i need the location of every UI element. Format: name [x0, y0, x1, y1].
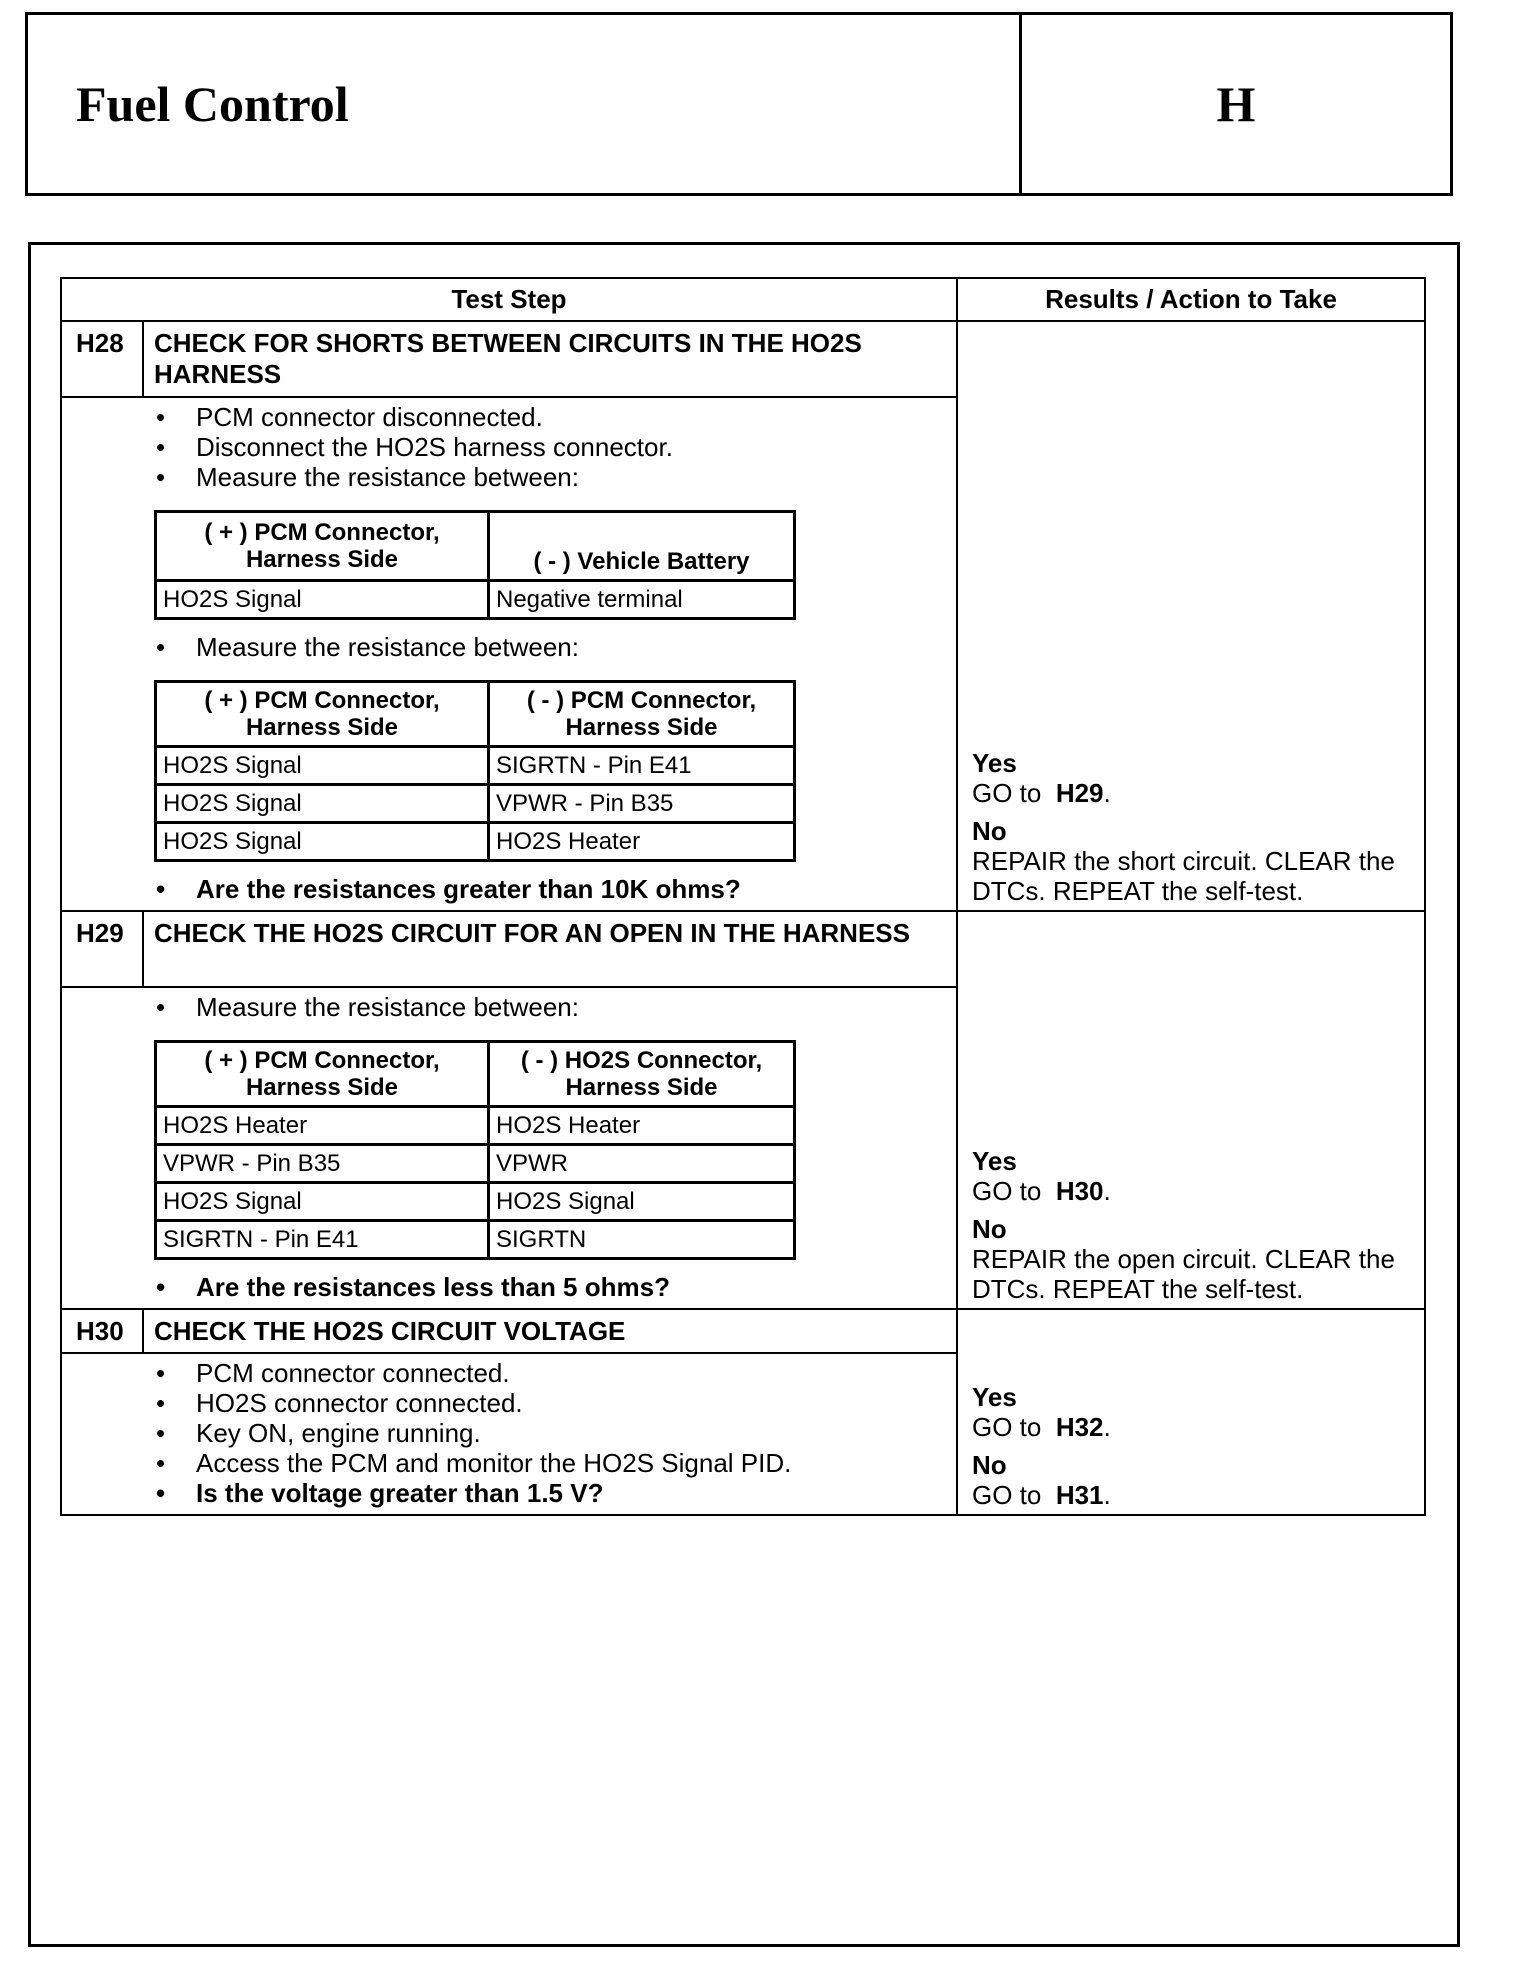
- step-title: CHECK FOR SHORTS BETWEEN CIRCUITS IN THE HO2S HARNESS: [154, 328, 862, 389]
- section-code: H: [1216, 76, 1256, 132]
- list-item: • Measure the resistance between:: [156, 632, 579, 662]
- table-header-cell: ( - ) Vehicle Battery: [489, 512, 795, 581]
- no-label: No: [972, 1214, 1007, 1244]
- step-results: [958, 322, 1424, 910]
- step-results: [958, 912, 1424, 1308]
- no-label: No: [972, 816, 1007, 846]
- list-item: • Disconnect the HO2S harness connector.: [156, 432, 673, 462]
- table-header-cell: ( - ) HO2S Connector, Harness Side: [489, 1042, 795, 1107]
- list-item: • Key ON, engine running.: [156, 1418, 481, 1448]
- table-row: SIGRTN - Pin E41 SIGRTN: [156, 1221, 795, 1259]
- no-action: GO to H31.: [972, 1480, 1111, 1510]
- table-row: HO2S Signal HO2S Signal: [156, 1183, 795, 1221]
- list-item: • Measure the resistance between:: [156, 992, 579, 1022]
- yes-action: GO to H29.: [972, 778, 1111, 808]
- yes-label: Yes: [972, 1382, 1017, 1412]
- table-row: HO2S Signal SIGRTN - Pin E41: [156, 747, 795, 785]
- step-question: • Is the voltage greater than 1.5 V?: [156, 1478, 604, 1508]
- yes-action: GO to H32.: [972, 1412, 1111, 1442]
- page-title: Fuel Control: [28, 15, 1022, 193]
- step-id: H29: [62, 912, 144, 986]
- table-header-cell: ( + ) PCM Connector, Harness Side: [156, 682, 489, 747]
- table-row: VPWR - Pin B35 VPWR: [156, 1145, 795, 1183]
- step-h30: [62, 1310, 1424, 1514]
- step-question: • Are the resistances greater than 10K ohms?: [156, 874, 741, 904]
- step-h29: [62, 912, 1424, 1310]
- table-row: HO2S Heater HO2S Heater: [156, 1107, 795, 1145]
- step-h28: [62, 322, 1424, 912]
- list-item: • PCM connector connected.: [156, 1358, 510, 1388]
- table-row: HO2S Signal Negative terminal: [156, 581, 795, 619]
- step-id: H28: [62, 322, 144, 396]
- table-row: HO2S Signal VPWR - Pin B35: [156, 785, 795, 823]
- page-header: [25, 12, 1453, 196]
- column-header-test-step: Test Step: [62, 279, 958, 320]
- step-title: CHECK THE HO2S CIRCUIT FOR AN OPEN IN THE HARNESS: [154, 918, 910, 948]
- no-action: REPAIR the short circuit. CLEAR the DTCs. REPEAT the self-test.: [972, 846, 1395, 906]
- list-item: • HO2S connector connected.: [156, 1388, 523, 1418]
- step-title: CHECK THE HO2S CIRCUIT VOLTAGE: [154, 1316, 626, 1346]
- column-header-results: Results / Action to Take: [1045, 284, 1337, 314]
- test-step-table: [60, 277, 1426, 1516]
- list-item: • Access the PCM and monitor the HO2S Signal PID.: [156, 1448, 792, 1478]
- step-results: [958, 1310, 1424, 1514]
- yes-label: Yes: [972, 1146, 1017, 1176]
- no-action: REPAIR the open circuit. CLEAR the DTCs. REPEAT the self-test.: [972, 1244, 1395, 1304]
- measurement-table: [154, 1040, 796, 1260]
- list-item: • PCM connector disconnected.: [156, 402, 543, 432]
- step-instructions: [62, 398, 956, 910]
- table-header-cell: ( - ) PCM Connector, Harness Side: [489, 682, 795, 747]
- yes-label: Yes: [972, 748, 1017, 778]
- step-question: • Are the resistances less than 5 ohms?: [156, 1272, 670, 1302]
- step-id: H30: [62, 1310, 144, 1352]
- step-instructions: [62, 988, 956, 1308]
- yes-action: GO to H30.: [972, 1176, 1111, 1206]
- measurement-table: [154, 510, 796, 620]
- no-label: No: [972, 1450, 1007, 1480]
- step-instructions: [62, 1354, 956, 1514]
- table-header-cell: ( + ) PCM Connector, Harness Side: [156, 512, 489, 581]
- table-header-row: [62, 279, 1424, 322]
- table-header-cell: ( + ) PCM Connector, Harness Side: [156, 1042, 489, 1107]
- measurement-table: [154, 680, 796, 862]
- table-row: HO2S Signal HO2S Heater: [156, 823, 795, 861]
- list-item: • Measure the resistance between:: [156, 462, 579, 492]
